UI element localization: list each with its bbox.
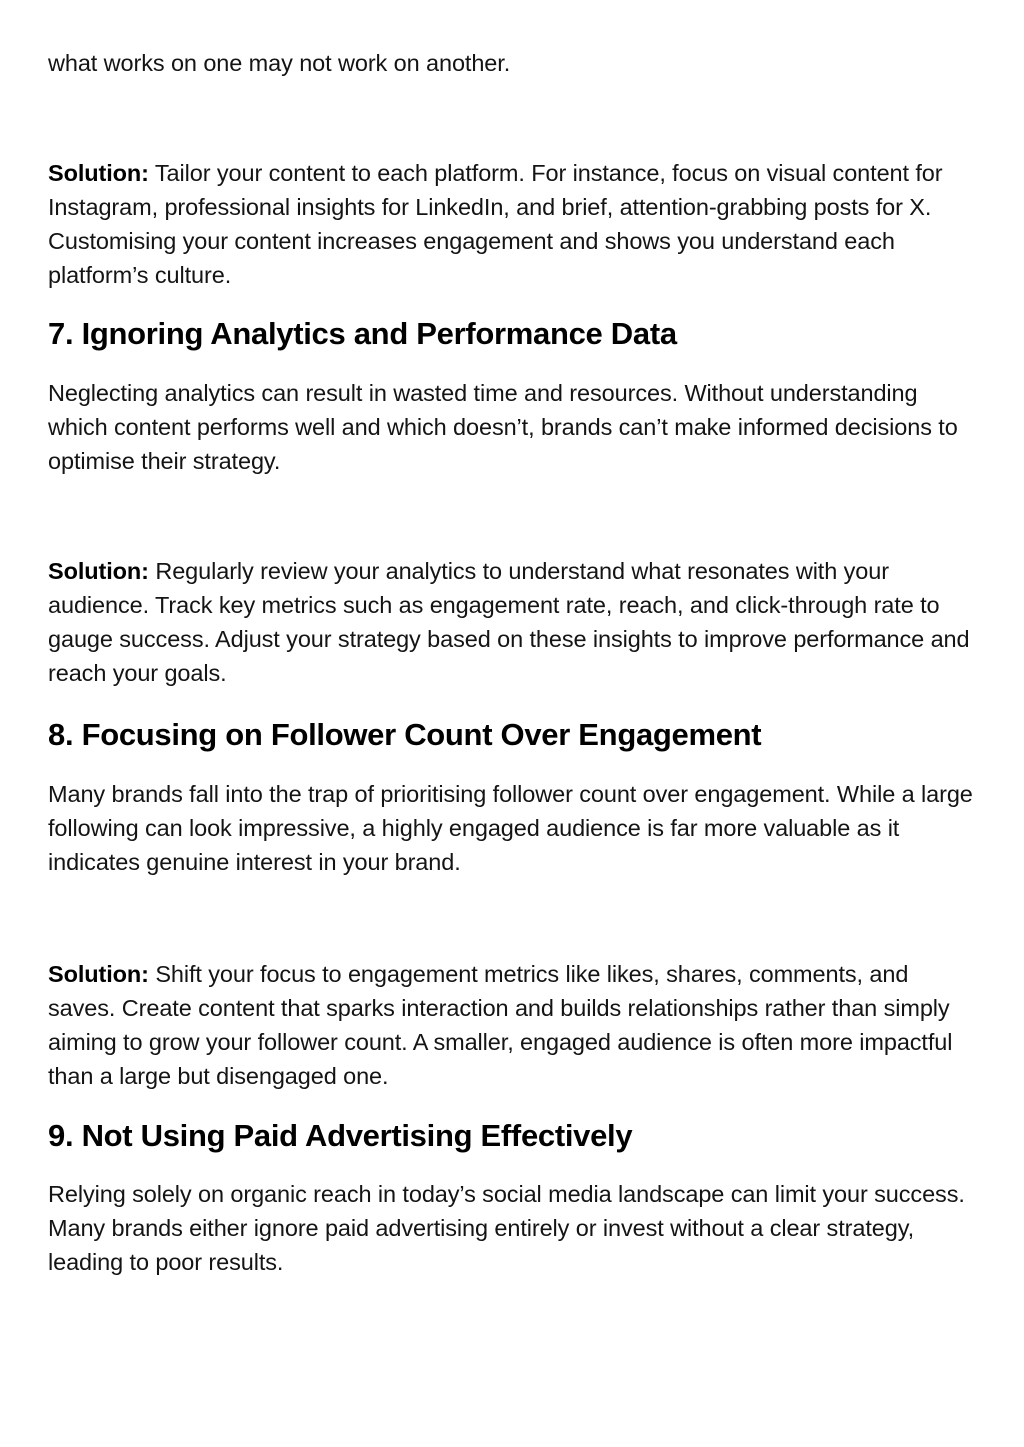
solution-6-paragraph bbox=[48, 156, 978, 292]
solution-7-paragraph bbox=[48, 554, 978, 690]
section-7-body: Neglecting analytics can result in wasted time and resources. Without understanding which content performs well and which doesn’t, brands can’t make informed decisions to optimise their strategy. bbox=[48, 380, 958, 474]
solution-6-label: Solution: bbox=[48, 160, 149, 186]
intro-tail-paragraph: what works on one may not work on another. bbox=[48, 50, 511, 76]
solution-6-text: Tailor your content to each platform. For instance, focus on visual content for Instagram, professional insights for LinkedIn, and brief, attention-grabbing posts for X. Customising your content increases engagement and shows you understand each platform’s culture. bbox=[48, 160, 943, 288]
solution-7-label: Solution: bbox=[48, 558, 149, 584]
section-8-body: Many brands fall into the trap of prioritising follower count over engagement. While a large following can look impressive, a highly engaged audience is far more valuable as it indicates genuine interest in your brand. bbox=[48, 781, 973, 875]
solution-8-paragraph bbox=[48, 957, 978, 1093]
section-9-heading: 9. Not Using Paid Advertising Effectively bbox=[48, 1118, 633, 1153]
section-9-body: Relying solely on organic reach in today’s social media landscape can limit your success. Many brands either ignore paid advertising entirely or invest without a clear strategy, leading to poor results. bbox=[48, 1181, 965, 1275]
section-8-heading: 8. Focusing on Follower Count Over Engagement bbox=[48, 717, 762, 752]
section-7-heading: 7. Ignoring Analytics and Performance Data bbox=[48, 316, 677, 351]
solution-8-text: Shift your focus to engagement metrics like likes, shares, comments, and saves. Create content that sparks interaction and builds relationships rather than simply aiming to grow your follower count. A smaller, engaged audience is often more impactful than a large but disengaged one. bbox=[48, 961, 953, 1089]
solution-7-text: Regularly review your analytics to understand what resonates with your audience. Track key metrics such as engagement rate, reach, and click-through rate to gauge success. Adjust your strategy based on these insights to improve performance and reach your goals. bbox=[48, 558, 970, 686]
solution-8-label: Solution: bbox=[48, 961, 149, 987]
